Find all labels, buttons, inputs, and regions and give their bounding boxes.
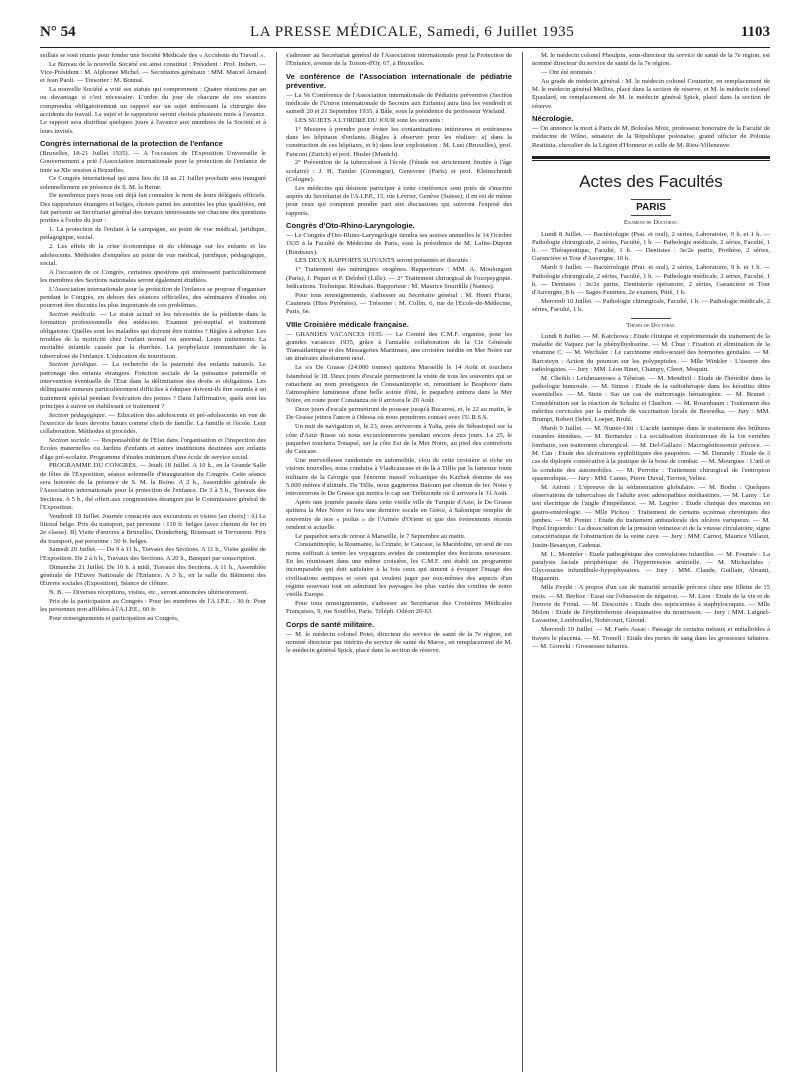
paragraph: — Le Congrès d'Oto-Rhino-Laryngologie tiendra ses assises annuelles le 14 Octobre 1935 à la Faculté de Médecine de Paris, sous la présidence de M. Lafite-Dupont (Bordeaux).	[286, 232, 512, 256]
section-heading: Nécrologie.	[532, 114, 574, 124]
paragraph: Mardi 9 Juillet. — Bactériologie (Prat. et oral), 2 séries, Laboratoire, 9 h. et 1 h. — Pathologie chirurgicale, 2 séries, Faculté, 1 h. — Pathologie médicale, 2 séries, Faculté, 1 h. — Dentistes : 3e/2e partie, Dentisterie opératoire, 2 séries, Garancière et Tour d'Auvergne, 8 h. — Sages-Femmes, 2e examen, Pitié, 1 h.	[532, 264, 770, 297]
divider	[631, 199, 671, 200]
paragraph: — La Ve Conférence de l'Association internationale de Pédiatrie préventive (Section médicale de l'Union internationale de Secours aux Enfants) aura lieu les vendredi et samedi 20 et 21 Septembre 1935, à Bâle, sous la présidence du professeur Wieland.	[286, 91, 512, 116]
paragraph: Après une journée passée dans cette vieille ville de Turquie d'Asie, le De Grasse quittera la Mer Noire et fera une dernière escale en Grèce, à Salonique remplie de souvenirs de nos « poilus » de l'Armée d'Orient et que des événements récents rendent si actuelle.	[286, 498, 512, 531]
section-heading: Corps de santé militaire.	[286, 619, 375, 629]
section-label: Section médicale.	[49, 311, 97, 319]
paragraph: Prix de la participation au Congrès : Pour les membres de l'A.I.P.E. : 30 fr. Pour les personnes non affiliées à l'A.I.P.E., 60 fr.	[40, 597, 266, 613]
column-2	[286, 52, 512, 656]
page-header	[40, 24, 770, 46]
journal-title: LA PRESSE MÉDICALE, Samedi, 6 Juillet 1935	[250, 24, 575, 40]
column-1	[40, 52, 266, 624]
paragraph: — On annonce la mort à Paris de M. Boleslas Moiz, professeur honoraire de la Faculté de médecine de Wilno, sénateur de la République polonaise, grand officier de Polonia Restituta, chevalier de la Légion d'Honneur et celle de M. Rieu-Villeneuve.	[532, 125, 770, 149]
paragraph: LES SUJETS A L'ORDRE DU JOUR sont les suivants :	[295, 116, 444, 124]
divider	[631, 318, 671, 319]
paragraph: 1. La protection de l'enfant à la campagne, au point de vue médical, juridique, pédagogique, social.	[40, 226, 266, 242]
paragraph: 1° Traitement des méningites otogènes. Rapporteurs : MM. A. Moulonguet (Paris), J. Piquet et P. Delobel (Lille). — 2° Traitement chirurgical de l'ozopsygique. Indications. Technique. Résultats. Rapporteur : M. Maurice Sourdille (Nantes).	[286, 266, 512, 290]
column-3	[532, 52, 770, 652]
paragraph: LES DEUX RAPPORTS SUIVANTS seront présentés et discutés :	[295, 257, 472, 265]
section-label: Section sociale.	[49, 437, 91, 445]
column-divider	[522, 52, 523, 1072]
paragraph: Dimanche 21 Juillet. De 10 h. à midi, Travaux des Sections. A 11 h., Assemblée générale de l'Œuvre Nationale de l'Enfance. A 3 h., en la salle du Bâtiment des Œuvres sociales (Exposition), Séance de clôture.	[40, 563, 266, 588]
paragraph: Une merveilleuse randonnée en automobile, clou de cette croisière si riche en visions nouvelles, nous conduira à Vladicaucase et de là à Tiflis par la fameuse route militaire de la Géorgie que l'énorme massif volcanique du Kazbek domine de ses 5.000 mètres d'altitude. De Tiflis, nous gagnerons Batoum par chemin de fer. Nous y retrouverons le De Grasse qui mettra le cap sur Trébizonde où il arrivera le 31 Août.	[286, 456, 512, 498]
paragraph: Ce Congrès international qui aura lieu du 18 au 21 Juillet prochain sera inauguré solennellement en présence de S. M. la Reine.	[40, 175, 266, 191]
section-text: — Education des adolescents et pré-adolescents en vue de l'exercice de leurs devoirs futurs comme chefs de famille. La famille et l'école. Leur collaboration. Méthodes et procédés.	[40, 411, 266, 436]
paragraph: Mercredi 10 Juillet. — Pathologie chirurgicale, Faculté, 1 h. — Pathologie médicale, 2 séries, Faculté, 1 h.	[532, 297, 770, 314]
paragraph: Les médecins qui désirent participer à cette conférence sont priés de s'inscrire auprès du Secrétariat de l'A.I.P.P., 15, rue Lévrier, Genève (Suisse); il en est de même pour ceux qui comptent prendre part aux discussions qui suivront l'exposé des rapports.	[286, 184, 512, 217]
paragraph	[40, 361, 266, 411]
paragraph: Le s/s De Grasse (24.000 tonnes) quittera Marseille le 14 Août et touchera Istamboul le 18. Deux jours d'escale permettront la visite de tous les souvenirs qui se rattachent au nom prestigieux de Constantinople et, remontant le Bosphore dans l'atmosphère lumineuse d'une belle soirée d'été, le paquebot entrera dans la Mer Noire, en route pour Constanza où il arrivera le 20 Août.	[286, 364, 512, 405]
section-text: — La recherche de la paternité des enfants naturels. Le patronage des enfants étrangers. Fonction sociale de la puissance paternelle et intervention éventuelle de l'Etat dans la délimitation des droits et obligations. Les délinquants mineurs particulièrement difficiles à éduquer doivent-ils être soumis à un traitement spécial pendant l'exécution des peines ? Dans l'affirmative, quels sont les principes à suivre en établissant ce traitement ?	[40, 361, 266, 410]
paragraph: N. B. — Diverses réceptions, visites, etc., seront annoncées ultérieurement.	[49, 588, 248, 596]
divider	[631, 215, 671, 216]
paragraph	[40, 437, 266, 462]
paragraph: La nouvelle Société a voté ses statuts qui comprennent : Quatre réunions par an ou davantage si c'est nécessaire. L'ordre du jour de chacune de ces séances comprendra obligatoirement un rapport sur un sujet intéressant la chirurgie des accidents du travail. Le sujet et le rapporteur seront choisis plusieurs mois à l'avance. Le rapport sera distribué quelques jours à l'avance aux membres de la Société et à leurs invités.	[40, 86, 266, 135]
paragraph: A l'occasion de ce Congrès, certaines questions qui intéressent particulièrement les membres des Sections nationales seront également étudiées.	[40, 268, 266, 284]
paragraph: 2. Les effets de la crise économique et du chômage sur les enfants et les adolescents. Méthodes d'enquêtes au point de vue médical, juridique, pédagogique, social.	[40, 243, 266, 267]
paragraph: De nombreux pays nous ont déjà fait connaître le nom de leurs délégués officiels. Des rapporteurs étrangers et belges, choisis parmi les autorités les plus qualifiées, ont fait parvenir au Secrétariat général des travaux intéressants sur chacune des questions portées à l'ordre du jour :	[40, 192, 266, 225]
section-label: Section pédagogique.	[49, 411, 107, 419]
paragraph: PROGRAMME DU CONGRÈS. — Jeudi 18 Juillet. A 10 h., en la Grande Salle de fêtes de l'Exposition, séance solennelle d'inauguration du Congrès. Cette séance sera honorée de la présence de S. M. la Reine. A 2 h., Assemblée générale de l'Association internationale pour la protection de l'enfance. De 3 à 5 h., Travaux des Sections. A 5 h., thé offert aux congressistes étrangers par le Commissaire général de l'Exposition.	[40, 462, 266, 511]
paragraph: Samedi 20 Juillet. — De 9 à 11 h., Travaux des Sections. A 11 h., Visite guidée de l'Exposition. De 2 à 6 h., Travaux des Sections. A 20 h., Banquet par souscription.	[40, 546, 266, 562]
paragraph: s'adresser au Secrétariat général de l'Association internationale pour la Protection de l'Enfance, avenue de la Toison-d'Or, 67, à Bruxelles.	[286, 52, 512, 68]
paragraph: seillais se sont réunis pour fonder une Société Médicale des « Accidents du Travail ».	[40, 52, 266, 59]
paragraph: 1° Mesures à prendre pour éviter les contaminations intérieures et extérieures dans les hôpitaux d'enfants. Règles à observer pour les réaliser: a) dans la construction de ces hôpitaux, et b) dans leur exploitation : M. Lust (Bruxelles), prof. Fanconi (Zurich) et prof. Husler (Munich).	[286, 125, 512, 158]
column-divider	[276, 52, 277, 1072]
section-rule	[532, 160, 770, 161]
subheading: Examens de Doctorat.	[624, 219, 678, 227]
paragraph: Mercredi 10 Juillet. — M. Farès Assas : Passage de certains métaux et métalloïdes à travers le placenta. — M. Tronell : Etude des pertes de sang dans les grossesses tubaires. — M. Gorecki : Grossesses tubaires.	[532, 626, 770, 650]
paragraph: Pour tous renseignements, s'adresser au Secrétariat des Croisières Médicales Françaises, 9, rue Soufflot, Paris. Téléph. Odéon 20-63.	[286, 600, 512, 616]
paragraph: Pour renseignements et participation au Congrès,	[49, 614, 179, 622]
paragraph: Deux jours d'escale permettront de pousser jusqu'à Bucarest, et, le 22 au matin, le De Grasse jettera l'ancre à Odessa où nous prendrons contact avec l'U.R.S.S.	[286, 406, 512, 422]
header-rule	[40, 47, 770, 48]
paragraph: Le Bureau de la nouvelle Société est ainsi constitué : Président : Prof. Imbert. — Vice-Président : M. Alphonse Michel. — Secrétaires généraux : MM. Marcel Arnaud et Jean Paoli. — Trésorier : M. Bonnal.	[40, 60, 266, 85]
section-text: — Le statut actuel et les nécessités de la pédiatrie dans la formation professionnelle des médecins. Examen pré-nuptial et traitement obligatoire. Quelles sont les maladies qui doivent être traitées ? Règles à adopter. Les troubles de la motricité chez l'enfant normal ou anormal. Leurs traitements. La mortalité infantile causée par la diarrhée. La prophylaxie immunitaire de la tuberculose de l'enfance. L'éducation du nourrisson.	[40, 311, 266, 360]
section-rule	[532, 156, 770, 159]
paragraph: Lundi 8 Juillet. — M. Katchowa : Etude clinique et expérimentale du traitement de la maladie de Vaquez par la phénylhydrazine. — M. Chue : Fixation et élimination de la vitamine C. — M. Wechsler : Le carcinome endo-sexuel des hormones génitales. — M. Barcsteyn : Action du poumon sur les polypeptides. — Mlle Winkler : L'usemir des radiologistes. — Jury : MM. Léon Binet, Champy, Cleret, Moquin.	[532, 332, 770, 374]
section-heading: Congrès d'Oto-Rhino-Laryngologie.	[286, 221, 415, 231]
paragraph: Constantinople, la Roumanie, la Crimée, le Caucase, la Macédoine, un seul de ces noms suffirait à tenter les voyageurs avides de contempler des horizons nouveaux. En les réunissant dans une même croisière, les C.M.F. ont établi un programme incomparable qui doit satisfaire à la fois ceux qui aiment à évoquer l'image des civilisations antiques et ceux qui veulent juger par eux-mêmes des aspects d'un régime nouveau tout en admirant les paysages les plus variés des confins de notre vieille Europe.	[286, 541, 512, 599]
paragraph	[40, 311, 266, 361]
paragraph: Le paquebot sera de retour à Marseille, le 7 Septembre au matin.	[295, 532, 466, 540]
faculties-heading: Actes des Facultés	[579, 171, 723, 191]
paragraph: M. le médecin colonel Pheulpin, sous-directeur du service de santé de la 7e région, est nommé directeur du service de santé de la 7e région.	[532, 52, 770, 68]
paragraph: — GRANDES VACANCES 1935. — Le Comité des C.M.F. organise, pour les grandes vacances 1935, grâce à l'amiable collaboration de la Cie Générale Transatlantique et des Messageries Maritimes, une croisière inédite en Mer Noire sur un itinéraire absolument neuf.	[286, 330, 512, 363]
page-number: 1103	[740, 24, 770, 40]
paragraph: 2° Prévention de la tuberculose à l'école (l'étude est strictement limitée à l'âge scolaire) : J. H. Tuntler (Groningue), Genevrier (Paris) et prof. Kleinschmidt (Cologne).	[286, 159, 512, 184]
section-label: Section juridique.	[49, 361, 98, 369]
paragraph: (Bruxelles, 18-21 Juillet 1935). — A l'occasion de l'Exposition Universelle le Gouvernement a prié l'Association internationale pour la protection de l'enfance de tenir sa XIe session à Bruxelles.	[40, 149, 266, 174]
paragraph: Un nuit de navigation et, le 23, nous arriverons à Yalta, près de Sébastopol sur la côte d'Azur Russe où nous excursionnerons pendant encore deux jours. Le 25, le paquebot touchera Touapsé, sur la côte Est de la Mer Noire, au pied des contreforts du Caucase.	[286, 423, 512, 456]
paragraph: M. Cheikh : Leishmanioses à Téhéran. — M. Mendivil : Etude de l'hérédité dans la pathologie humorale. — M. Simon : Etude de la radiothérapie dans les kératites dites essentielles. — M. Stein : Sur un cas de métrorragie hématogène. — M. Brunet : Considération sur la réaction de Schultz et Charlton. — M. Rosenbaum : Traitement des métrites cervicales par la méthode de vaccination locale de Besredka. — Jury : MM. Brumpt, Robert Debré, Loeper, Brulé.	[532, 374, 770, 424]
paragraph: Au grade de médecin général : M. le médecin colonel Couturier, en remplacement de M. le médecin général Mellies, placé dans la section de réserve, et M. le médecin colonel Epaulard, en remplacement de M. le médecin général Spick, placé dans la section de réserve.	[532, 77, 770, 110]
paragraph: — Ont été nommés :	[541, 69, 596, 77]
paragraph: Mardi 9 Juillet. — M. Nunez-Otti : L'acide tannique dans le traitement des brûlures cutanées étendues. — M. Bernardez : La socialisation douloureuse de la 1re vertèbre lombaire, son traitement chirurgical. — M. Del-Gallazo : Macrogénitosomie précoce. — M. Cau : Etude des ulcérations syphilitiques des paupières. — M. Durandy : Etude de 3 cas de diplopie consécutive à la pratique de la boxe de combat. — M. Mourgues : L'œil et la conduite des automobiles. — M. Perrotte : Traitement chirurgical de l'entropion spasmodique. — Jury : MM. Canuo, Pierre Duval, Terrien, Veltez.	[532, 425, 770, 482]
paragraph: Vendredi 19 Juillet. Journée consacrée aux excursions et visites (au choix) : A) Le littoral belge. Prix du transport, par personne : 110 fr. belges (avec chemin de fer en 2e classe). B) Visite d'œuvres à Bruxelles, Donderberg, Rixensart et Tervueren. Prix du transport, par personne : 50 fr. belges.	[40, 512, 266, 545]
paragraph	[40, 412, 266, 437]
issue-number: N° 54	[40, 24, 76, 40]
paragraph: Mlle Feydit : A propos d'un cas de maturité sexuelle précoce chez une fillette de 15 mois. — M. Berlioz : Essai sur l'obsession de négation. — M. Lion : Etude de la vie et de l'œuvre de Freud. — M. Descoriès : Etude des septicémies à staphylocoques. — Mlle Melon : Etude de l'érythrodermie desquamative du nourrisson. — Jury : MM. Laignel-Lavastine, Lereboullet, Nobécourt, Giroud.	[532, 584, 770, 625]
paragraph: — M. le médecin colonel Potet, directeur du service de santé de la 7e région, est nommé directeur par intérim du service de santé du Maroc, en remplacement de M. le médecin général Spick, placé dans la section de réserve.	[286, 630, 512, 655]
city-heading: PARIS	[636, 201, 666, 213]
paragraph: Lundi 8 Juillet. — Bactériologie (Prat. et oral), 2 séries, Laboratoire, 9 h. et 1 h. — Pathologie chirurgicale, 2 séries, Faculté, 1 h. — Pathologie médicale, 2 séries, Faculté, 1 h. — Thérapeutique, Faculté, 1 h. — Dentistes : 3e/2e partie, Prothèse, 2 séries, Garancière et Tour d'Auvergne, 10 h.	[532, 230, 770, 263]
paragraph: M. Antoni : L'épreuve de la sédimentation globulaire. — M. Bodin : Quelques observations de tuberculose de l'adulte avec adénopathies médiastines. — M. Lamy : Le test électrique de l'angle d'impédance. — M. Legrier : Etude clinique des maxima en gastro-entérologie. — Mlle Pichou : Traitement de certains eczémas chroniques des jambes. — M. Pontet : Etude du traitement antisudorale des ulcères variqueux. — M. Pujol Izquierdo : La dissociation de la pression veineuse et de la vitesse circulatoire, signe caractéristique de l'obstruction de la veine cave. — Jury : MM. Carnot, Maurice Villaret, Justin-Besançon, Cadenat.	[532, 483, 770, 549]
section-heading: Ve conférence de l'Association internationale de pédiatrie préventive.	[286, 71, 512, 90]
section-heading: Congrès international de la protection de l'enfance	[40, 138, 223, 148]
paragraph: Pour tous renseignements, s'adresser au Secrétaire général : M. Henri Flurin, Cauterets (Htes Pyrénées). — Trésorier : M. Collin, 6, rue de l'Ecole-de-Médecine, Paris, 6e.	[286, 291, 512, 316]
subheading: Thèses de Doctorat.	[626, 321, 676, 329]
section-text: — Responsabilité de l'Etat dans l'organisation et l'inspection des Ecoles maternelles ou Jardins d'enfants et autres institutions destinées aux enfants d'âge pré-scolaire. Programme d'études minimum d'une école de service social.	[40, 437, 266, 461]
paragraph: L'Association internationale pour la protection de l'enfance se propose d'organiser pendant le Congrès, en dehors des séances officielles, des séminaires d'études où pourront être discutés les plus importants de ces problèmes.	[40, 285, 266, 310]
section-heading: VIIIe Croisière médicale française.	[286, 319, 409, 329]
paragraph: M. L. Montréer : Etude pathogénique des convulsions infantiles. — M. Foumée : La paralysie faciale périphérique de l'hypertension artérielle. — M. Michaelides : Glycosuries infundibulo-hypophysaires. — Jury : MM. Claude, Guillain, Abrami, Huguenin.	[532, 550, 770, 583]
